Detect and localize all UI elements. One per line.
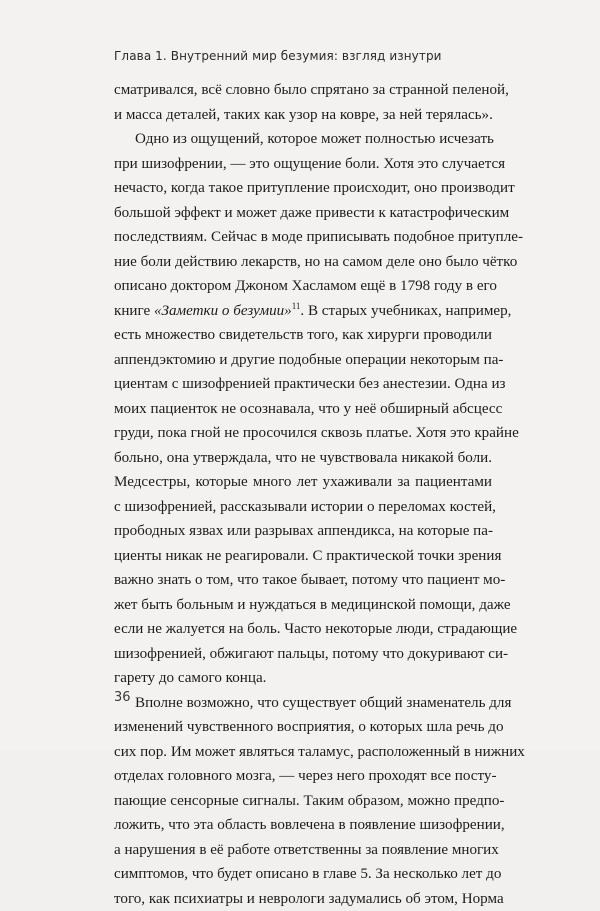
page-number: 36 — [114, 690, 131, 705]
text-line: есть множество свидетельств того, как хирурги проводили — [114, 323, 492, 348]
text-line: Медсестры, которые много лет ухаживали за пациентами — [114, 470, 492, 495]
text-line: груди, пока гной не просочился сквозь платье. Хотя это крайне — [114, 421, 492, 446]
text-line: Одно из ощущений, которое может полностью исчезать — [114, 127, 492, 152]
text-line: сих пор. Им может являться таламус, расположенный в нижних — [114, 740, 492, 765]
text-line: моих пациенток не осознавала, что у неё обширный абсцесс — [114, 397, 492, 422]
text-line: симптомов, что будет описано в главе 5. За несколько лет до — [114, 862, 492, 887]
text-line: если не жалуется на боль. Часто некоторые люди, страдающие — [114, 617, 492, 642]
text-line: с шизофренией, рассказывали истории о переломах костей, — [114, 495, 492, 520]
text-line: жет быть больным и нуждаться в медицинской помощи, даже — [114, 593, 492, 618]
book-suffix: . В старых учебниках, например, — [300, 303, 511, 319]
book-prefix: книге — [114, 303, 154, 319]
book-title: «Заметки о безумии» — [154, 303, 292, 319]
text-line: изменений чувственного восприятия, о которых шла речь до — [114, 715, 492, 740]
text-line: и масса деталей, таких как узор на ковре, за ней терялась». — [114, 103, 492, 128]
text-line: шизофренией, обжигают пальцы, потому что докуривают си- — [114, 642, 492, 667]
text-line: ние боли действию лекарств, но на самом деле оно было чётко — [114, 250, 492, 275]
text-line: описано доктором Джоном Хасламом ещё в 1798 году в его — [114, 274, 492, 299]
text-line: ложить, что эта область вовлечена в появление шизофрении, — [114, 813, 492, 838]
body-text — [114, 78, 492, 911]
text-line: отделах головного мозга, — через него проходят все посту- — [114, 764, 492, 789]
footnote-marker[interactable]: 11 — [292, 301, 301, 311]
paragraph-2 — [114, 127, 492, 691]
text-line: нечасто, когда такое притупление происходит, оно производит — [114, 176, 492, 201]
text-line: циенты никак не реагировали. С практической точки зрения — [114, 544, 492, 569]
text-line: Вполне возможно, что существует общий знаменатель для — [114, 691, 492, 716]
text-line: циентам с шизофренией практически без анестезии. Одна из — [114, 372, 492, 397]
text-line: того, как психиатры и неврологи задумались об этом, Норма — [114, 887, 492, 911]
paragraph-3 — [114, 691, 492, 911]
paragraph-1 — [114, 78, 492, 127]
text-line: гарету до самого конца. — [114, 666, 492, 691]
text-line-with-citation — [114, 299, 492, 324]
text-line: аппендэктомию и другие подобные операции некоторым па- — [114, 348, 492, 373]
running-head: Глава 1. Внутренний мир безумия: взгляд изнутри — [114, 49, 442, 63]
text-line: важно знать о том, что такое бывает, потому что пациент мо- — [114, 568, 492, 593]
text-line: пающие сенсорные сигналы. Таким образом, можно предпо- — [114, 789, 492, 814]
text-line: больно, она утверждала, что не чувствовала никакой боли. — [114, 446, 492, 471]
text-line: а нарушения в её работе ответственны за появление многих — [114, 838, 492, 863]
text-line: большой эффект и может даже привести к катастрофическим — [114, 201, 492, 226]
text-line: последствиям. Сейчас в моде приписывать подобное притупле- — [114, 225, 492, 250]
text-line: прободных язвах или разрывах аппендикса, на которые па- — [114, 519, 492, 544]
text-line: сматривался, всё словно было спрятано за странной пеленой, — [114, 78, 492, 103]
text-line: при шизофрении, — это ощущение боли. Хотя это случается — [114, 152, 492, 177]
